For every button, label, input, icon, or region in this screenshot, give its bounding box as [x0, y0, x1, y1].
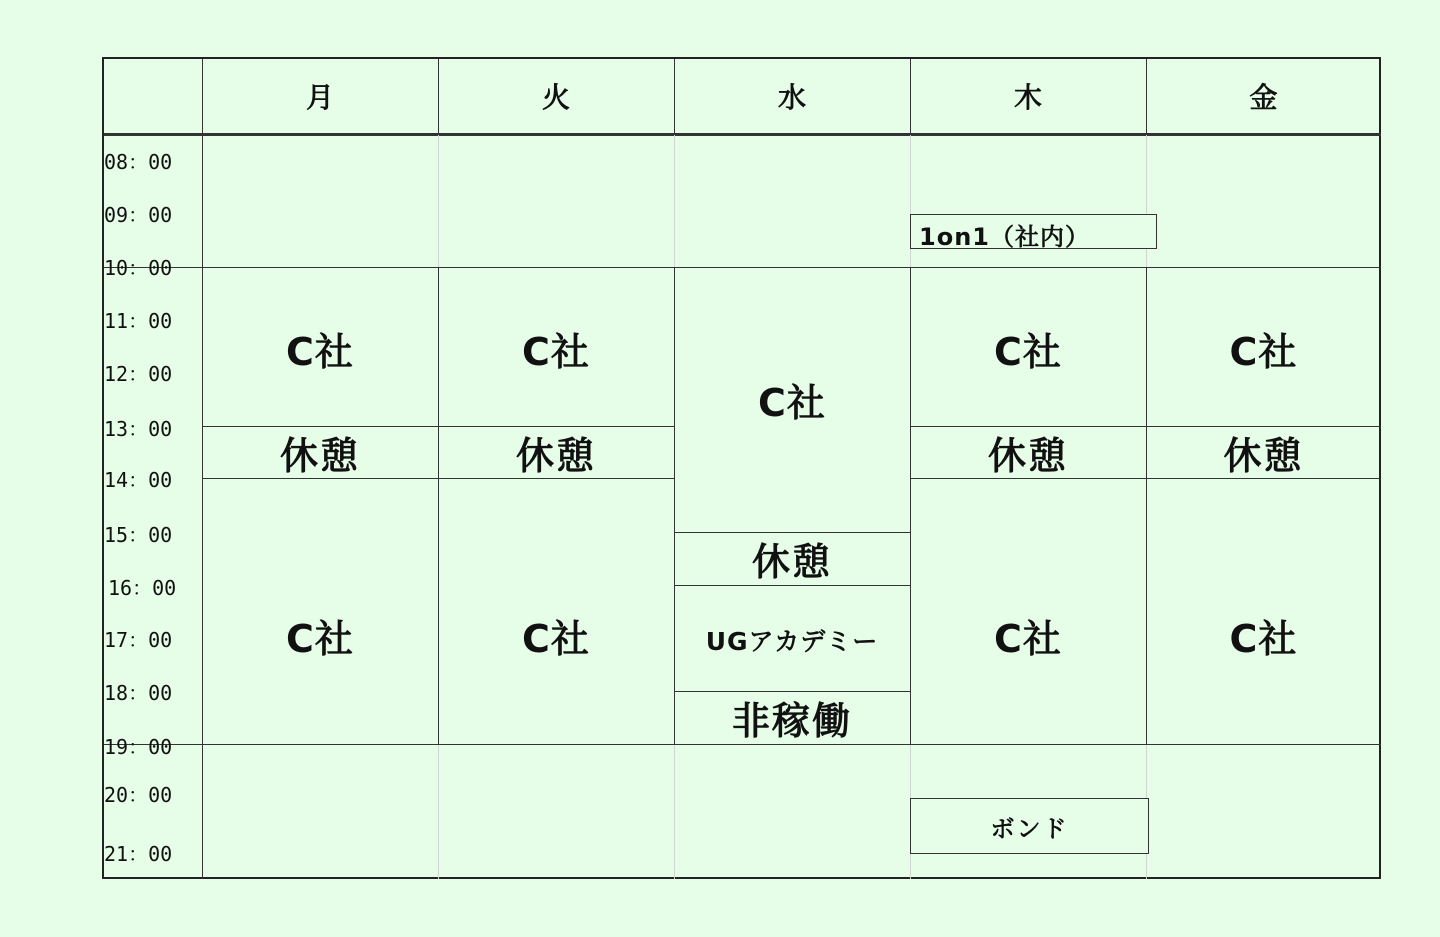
header-corner-cell	[104, 59, 202, 133]
column-divider	[1146, 59, 1147, 135]
tuesday-am-block: C社	[522, 330, 590, 374]
thursday-bond-block: ボンド	[910, 798, 1149, 854]
thursday-break-block: 休憩	[987, 433, 1068, 478]
day-header-friday: 金	[1249, 81, 1278, 114]
friday-break-block: 休憩	[1223, 433, 1304, 478]
wednesday-break-block: 休憩	[751, 540, 832, 584]
column-divider-light	[674, 745, 675, 879]
tuesday-break-block: 休憩	[515, 433, 596, 478]
thursday-am-block: C社	[994, 330, 1062, 374]
column-divider	[674, 59, 675, 135]
time-label: 10：00	[104, 256, 173, 280]
column-divider	[438, 59, 439, 135]
monday-break-block: 休憩	[279, 433, 360, 478]
time-label: 12：00	[104, 362, 173, 386]
time-label: 14：00	[104, 468, 173, 492]
monday-am-block: C社	[286, 330, 354, 374]
day-header-thursday: 木	[1013, 81, 1042, 114]
time-label: 19：00	[104, 735, 173, 759]
column-divider-light	[674, 135, 675, 267]
time-label: 08：00	[104, 150, 173, 174]
column-divider-light	[438, 745, 439, 879]
header-divider	[104, 133, 1381, 136]
wednesday-main-block: C社	[758, 381, 826, 425]
time-label: 15：00	[104, 523, 173, 547]
time-label: 17：00	[104, 628, 173, 652]
time-label: 13：00	[104, 417, 173, 441]
time-label: 20：00	[104, 783, 173, 807]
column-divider	[910, 59, 911, 135]
column-divider-light	[438, 135, 439, 267]
monday-pm-block: C社	[286, 616, 354, 661]
time-label: 16：00	[108, 576, 177, 600]
time-label: 18：00	[104, 681, 173, 705]
friday-am-block: C社	[1229, 330, 1298, 374]
tuesday-pm-block: C社	[522, 616, 590, 661]
friday-pm-block: C社	[1229, 616, 1298, 661]
time-label: 21：00	[104, 842, 173, 866]
time-label: 11：00	[104, 309, 173, 333]
thursday-pm-block: C社	[994, 616, 1062, 661]
time-label: 09：00	[104, 203, 173, 227]
thursday-1on1-block: 1on1（社内）	[910, 214, 1157, 249]
wednesday-off-block: 非稼働	[731, 699, 852, 743]
wednesday-academy-block: UGアカデミー	[705, 627, 879, 656]
day-header-wednesday: 水	[777, 81, 806, 114]
day-header-tuesday: 火	[541, 81, 570, 114]
weekly-schedule-table	[102, 57, 1381, 879]
day-header-monday: 月	[305, 81, 334, 114]
